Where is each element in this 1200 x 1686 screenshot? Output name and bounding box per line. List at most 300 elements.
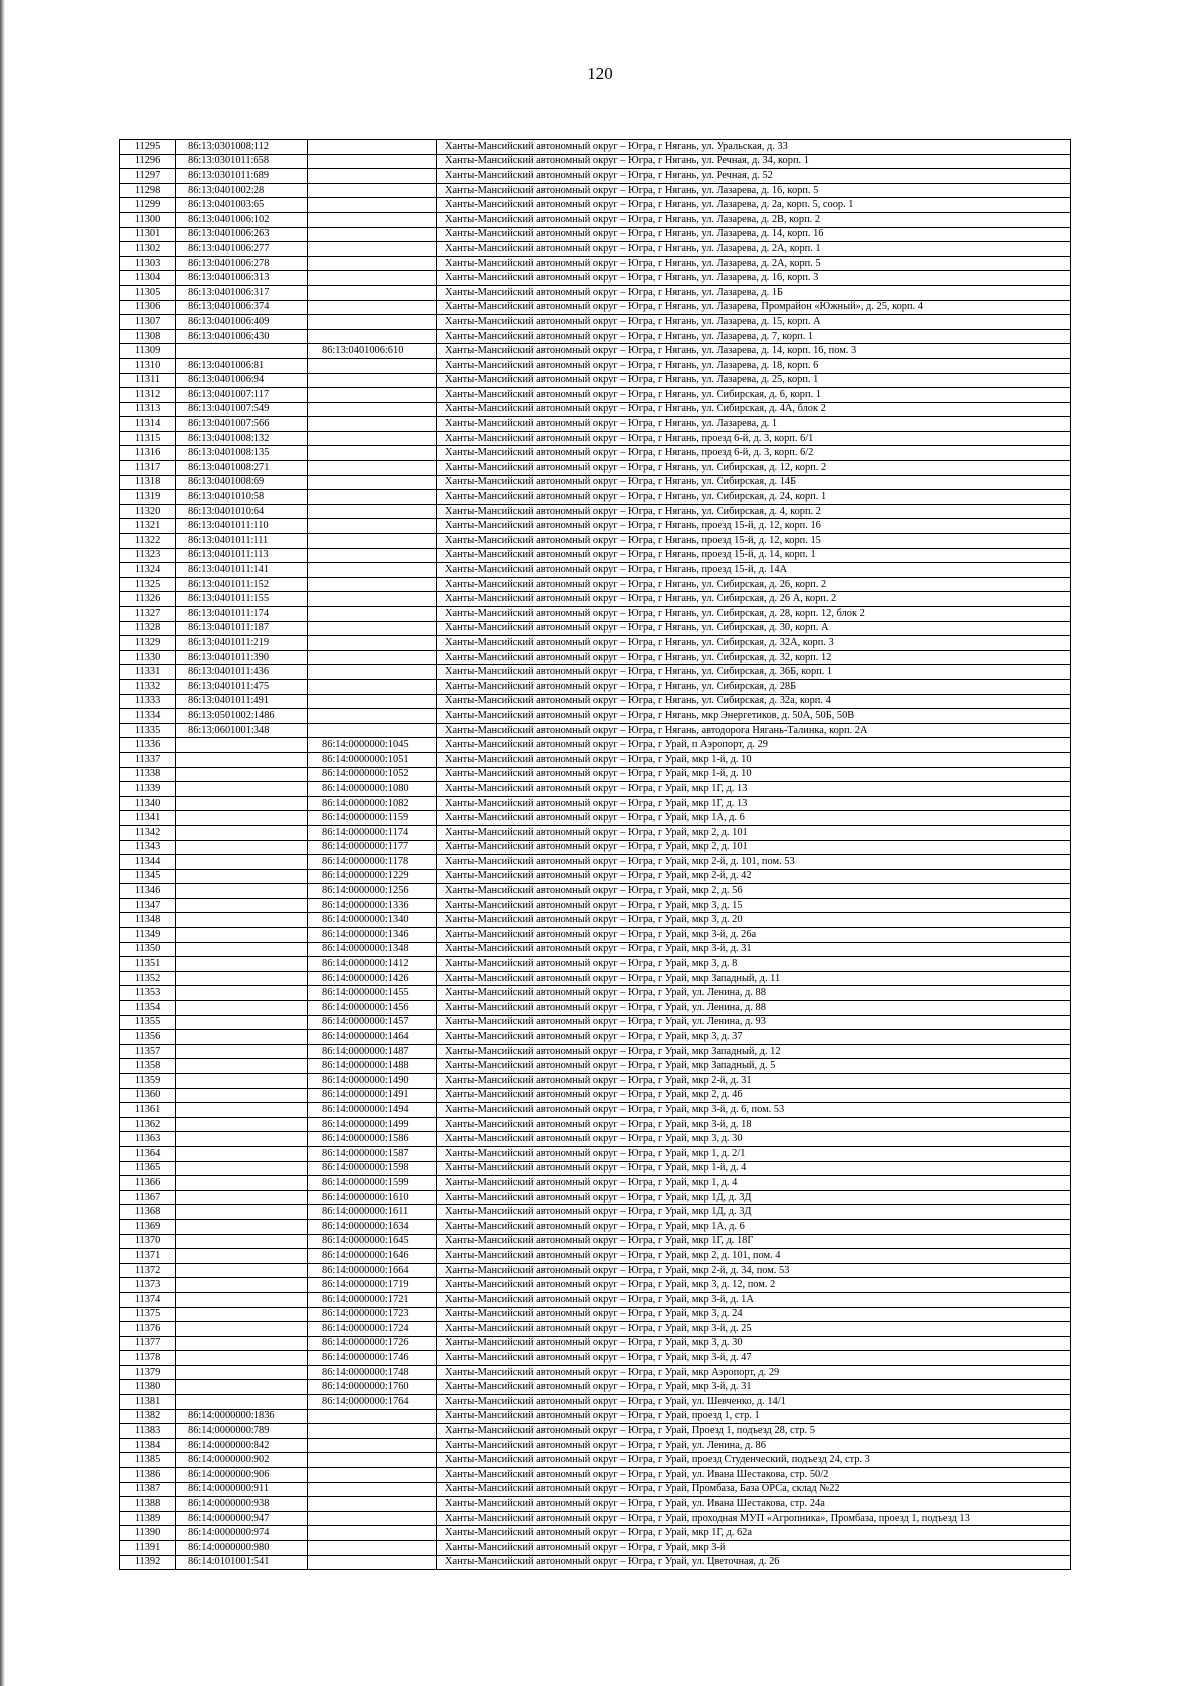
address-detail: г Урай, мкр 3, д. 8 xyxy=(657,958,738,970)
cadastral-number-cell: 86:13:0301011:658 xyxy=(176,154,308,169)
table-row xyxy=(120,315,1071,330)
row-number-cell: 11332 xyxy=(120,679,176,694)
address-detail: г Урай, мкр 1Г, д. 13 xyxy=(657,797,748,809)
address-cell xyxy=(437,1234,1071,1249)
address-detail: г Урай, мкр Аэропорт, д. 29 xyxy=(657,1366,780,1378)
table-row xyxy=(120,1438,1071,1453)
row-number-cell: 11356 xyxy=(120,1030,176,1045)
cadastral-number-cell: 86:13:0401007:117 xyxy=(176,388,308,403)
address-detail: г Нягань, ул. Сибирская, д. 4А, блок 2 xyxy=(657,403,826,415)
table-row xyxy=(120,1278,1071,1293)
address-detail: г Нягань, ул. Сибирская, д. 26 А, корп. 2 xyxy=(657,593,837,605)
address-prefix: Ханты-Мансийский автономный округ – Югра, xyxy=(445,797,658,809)
table-row xyxy=(120,1351,1071,1366)
address-detail: г Нягань, ул. Лазарева, д. 16, корп. 5 xyxy=(657,184,819,196)
table-row xyxy=(120,840,1071,855)
table-row xyxy=(120,782,1071,797)
address-prefix: Ханты-Мансийский автономный округ – Югра, xyxy=(445,709,658,721)
row-number-cell: 11387 xyxy=(120,1482,176,1497)
cadastral-number-2-cell: 86:14:0000000:1177 xyxy=(308,840,437,855)
address-cell xyxy=(437,140,1071,155)
address-cell xyxy=(437,928,1071,943)
cadastral-number-2-cell: 86:14:0000000:1598 xyxy=(308,1161,437,1176)
cadastral-number-2-cell xyxy=(308,665,437,680)
cadastral-number-2-cell: 86:14:0000000:1587 xyxy=(308,1146,437,1161)
address-cell xyxy=(437,913,1071,928)
cadastral-number-cell: 86:14:0000000:902 xyxy=(176,1453,308,1468)
row-number-cell: 11336 xyxy=(120,738,176,753)
table-row xyxy=(120,1074,1071,1089)
table-row xyxy=(120,928,1071,943)
row-number-cell: 11386 xyxy=(120,1468,176,1483)
table-row xyxy=(120,1205,1071,1220)
address-cell xyxy=(437,563,1071,578)
address-detail: г Нягань, ул. Лазарева, д. 25, корп. 1 xyxy=(657,374,819,386)
row-number-cell: 11347 xyxy=(120,898,176,913)
address-detail: г Урай, Проезд 1, подъезд 28, стр. 5 xyxy=(657,1425,815,1437)
address-prefix: Ханты-Мансийский автономный округ – Югра, xyxy=(445,184,658,196)
address-prefix: Ханты-Мансийский автономный округ – Югра, xyxy=(445,1089,658,1101)
cadastral-number-cell: 86:14:0000000:906 xyxy=(176,1468,308,1483)
address-cell xyxy=(437,825,1071,840)
address-prefix: Ханты-Мансийский автономный округ – Югра, xyxy=(445,315,658,327)
address-cell xyxy=(437,694,1071,709)
cadastral-number-cell: 86:13:0401006:278 xyxy=(176,256,308,271)
address-detail: г Урай, ул. Цветочная, д. 26 xyxy=(657,1556,780,1568)
cadastral-number-cell: 86:13:0401003:65 xyxy=(176,198,308,213)
cadastral-number-2-cell: 86:14:0000000:1256 xyxy=(308,884,437,899)
address-detail: г Урай, мкр Западный, д. 12 xyxy=(657,1045,781,1057)
cadastral-number-cell xyxy=(176,752,308,767)
row-number-cell: 11368 xyxy=(120,1205,176,1220)
address-detail: г Нягань, ул. Сибирская, д. 4, корп. 2 xyxy=(657,505,821,517)
address-detail: г Урай, ул. Ивана Шестакова, стр. 50/2 xyxy=(657,1468,829,1480)
row-number-cell: 11295 xyxy=(120,140,176,155)
cadastral-number-cell xyxy=(176,869,308,884)
cadastral-number-cell: 86:13:0401006:313 xyxy=(176,271,308,286)
cadastral-number-cell: 86:13:0401011:475 xyxy=(176,679,308,694)
cadastral-number-cell: 86:13:0401006:277 xyxy=(176,242,308,257)
address-detail: г Урай, мкр 3-й, д. 26а xyxy=(657,928,757,940)
address-detail: г Нягань, ул. Лазарева, д. 14, корп. 16, пом. 3 xyxy=(657,345,857,357)
table-row xyxy=(120,1219,1071,1234)
table-row xyxy=(120,825,1071,840)
cadastral-number-cell xyxy=(176,825,308,840)
address-cell xyxy=(437,1292,1071,1307)
cadastral-number-2-cell xyxy=(308,154,437,169)
address-cell xyxy=(437,388,1071,403)
row-number-cell: 11389 xyxy=(120,1511,176,1526)
address-detail: г Нягань, проезд 15-й, д. 14, корп. 1 xyxy=(657,549,816,561)
address-detail: г Нягань, ул. Сибирская, д. 26, корп. 2 xyxy=(657,578,827,590)
address-cell xyxy=(437,154,1071,169)
cadastral-number-2-cell: 86:14:0000000:1346 xyxy=(308,928,437,943)
address-detail: г Урай, мкр 3, д. 12, пом. 2 xyxy=(657,1279,776,1291)
address-detail: г Урай, мкр 3, д. 30 xyxy=(657,1337,743,1349)
address-detail: г Урай, мкр 2-й, д. 42 xyxy=(657,870,752,882)
table-row xyxy=(120,242,1071,257)
cadastral-number-cell xyxy=(176,1103,308,1118)
address-prefix: Ханты-Мансийский автономный округ – Югра, xyxy=(445,345,658,357)
address-detail: г Нягань, ул. Сибирская, д. 28, корп. 12, блок 2 xyxy=(657,607,865,619)
address-cell xyxy=(437,271,1071,286)
address-prefix: Ханты-Мансийский автономный округ – Югра, xyxy=(445,1249,658,1261)
cadastral-number-cell: 86:14:0000000:980 xyxy=(176,1541,308,1556)
cadastral-number-2-cell: 86:14:0000000:1760 xyxy=(308,1380,437,1395)
cadastral-number-2-cell xyxy=(308,1555,437,1570)
address-detail: г Урай, мкр 2-й, д. 34, пом. 53 xyxy=(657,1264,790,1276)
cadastral-number-cell: 86:14:0000000:1836 xyxy=(176,1409,308,1424)
cadastral-number-cell: 86:13:0301011:689 xyxy=(176,169,308,184)
row-number-cell: 11352 xyxy=(120,971,176,986)
address-prefix: Ханты-Мансийский автономный округ – Югра, xyxy=(445,768,658,780)
row-number-cell: 11382 xyxy=(120,1409,176,1424)
cadastral-number-2-cell xyxy=(308,329,437,344)
address-prefix: Ханты-Мансийский автономный округ – Югра, xyxy=(445,564,658,576)
row-number-cell: 11315 xyxy=(120,431,176,446)
row-number-cell: 11379 xyxy=(120,1365,176,1380)
row-number-cell: 11346 xyxy=(120,884,176,899)
row-number-cell: 11378 xyxy=(120,1351,176,1366)
row-number-cell: 11313 xyxy=(120,402,176,417)
table-row xyxy=(120,1453,1071,1468)
address-cell xyxy=(437,709,1071,724)
address-prefix: Ханты-Мансийский автономный округ – Югра, xyxy=(445,301,658,313)
cadastral-number-2-cell: 86:14:0000000:1634 xyxy=(308,1219,437,1234)
address-prefix: Ханты-Мансийский автономный округ – Югра, xyxy=(445,374,658,386)
table-row xyxy=(120,855,1071,870)
cadastral-number-2-cell: 86:14:0000000:1488 xyxy=(308,1059,437,1074)
cadastral-number-cell: 86:13:0401002:28 xyxy=(176,183,308,198)
table-row xyxy=(120,140,1071,155)
table-row xyxy=(120,1336,1071,1351)
cadastral-number-2-cell: 86:14:0000000:1491 xyxy=(308,1088,437,1103)
cadastral-number-cell xyxy=(176,898,308,913)
row-number-cell: 11326 xyxy=(120,592,176,607)
table-row xyxy=(120,1059,1071,1074)
row-number-cell: 11392 xyxy=(120,1555,176,1570)
address-detail: г Урай, мкр 1А, д. 6 xyxy=(657,812,745,824)
address-cell xyxy=(437,227,1071,242)
address-cell xyxy=(437,1249,1071,1264)
cadastral-number-cell: 86:14:0000000:789 xyxy=(176,1424,308,1439)
cadastral-number-cell xyxy=(176,1205,308,1220)
address-cell xyxy=(437,1555,1071,1570)
cadastral-number-2-cell xyxy=(308,1482,437,1497)
row-number-cell: 11388 xyxy=(120,1497,176,1512)
address-cell xyxy=(437,329,1071,344)
table-row xyxy=(120,1322,1071,1337)
row-number-cell: 11328 xyxy=(120,621,176,636)
cadastral-number-cell: 86:13:0401010:64 xyxy=(176,504,308,519)
address-prefix: Ханты-Мансийский автономный округ – Югра, xyxy=(445,899,658,911)
address-cell xyxy=(437,1161,1071,1176)
address-prefix: Ханты-Мансийский автономный округ – Югра, xyxy=(445,1337,658,1349)
cadastral-number-2-cell: 86:14:0000000:1045 xyxy=(308,738,437,753)
cadastral-number-cell: 86:14:0000000:842 xyxy=(176,1438,308,1453)
address-prefix: Ханты-Мансийский автономный округ – Югра, xyxy=(445,1556,658,1568)
row-number-cell: 11339 xyxy=(120,782,176,797)
cadastral-number-2-cell: 86:14:0000000:1664 xyxy=(308,1263,437,1278)
address-detail: г Урай, мкр 2, д. 101 xyxy=(657,841,748,853)
address-cell xyxy=(437,1380,1071,1395)
address-prefix: Ханты-Мансийский автономный округ – Югра, xyxy=(445,593,658,605)
address-detail: г Урай, ул. Шевченко, д. 14/1 xyxy=(657,1395,786,1407)
cadastral-number-2-cell xyxy=(308,198,437,213)
cadastral-number-2-cell: 86:14:0000000:1174 xyxy=(308,825,437,840)
address-cell xyxy=(437,577,1071,592)
cadastral-number-2-cell: 86:14:0000000:1464 xyxy=(308,1030,437,1045)
table-row xyxy=(120,694,1071,709)
address-cell xyxy=(437,1190,1071,1205)
cadastral-number-2-cell xyxy=(308,140,437,155)
address-prefix: Ханты-Мансийский автономный округ – Югра, xyxy=(445,272,658,284)
cadastral-number-cell xyxy=(176,1074,308,1089)
cadastral-number-cell xyxy=(176,855,308,870)
address-prefix: Ханты-Мансийский автономный округ – Югра, xyxy=(445,1527,658,1539)
address-detail: г Нягань, автодорога Нягань-Талинка, корп. 2А xyxy=(657,724,868,736)
address-prefix: Ханты-Мансийский автономный округ – Югра, xyxy=(445,140,658,152)
address-detail: г Урай, мкр 3, д. 15 xyxy=(657,899,743,911)
address-prefix: Ханты-Мансийский автономный округ – Югра, xyxy=(445,491,658,503)
table-row xyxy=(120,723,1071,738)
cadastral-number-2-cell xyxy=(308,592,437,607)
row-number-cell: 11309 xyxy=(120,344,176,359)
address-cell xyxy=(437,650,1071,665)
cadastral-number-cell xyxy=(176,1292,308,1307)
table-row xyxy=(120,534,1071,549)
cadastral-number-2-cell xyxy=(308,723,437,738)
address-cell xyxy=(437,431,1071,446)
row-number-cell: 11360 xyxy=(120,1088,176,1103)
row-number-cell: 11361 xyxy=(120,1103,176,1118)
address-cell xyxy=(437,1059,1071,1074)
row-number-cell: 11296 xyxy=(120,154,176,169)
address-detail: г Урай, мкр 3-й, д. 1А xyxy=(657,1293,754,1305)
cadastral-number-2-cell: 86:14:0000000:1426 xyxy=(308,971,437,986)
address-prefix: Ханты-Мансийский автономный округ – Югра, xyxy=(445,1279,658,1291)
cadastral-number-cell: 86:13:0401011:174 xyxy=(176,607,308,622)
row-number-cell: 11304 xyxy=(120,271,176,286)
address-cell xyxy=(437,198,1071,213)
address-detail: г Урай, п Аэропорт, д. 29 xyxy=(657,739,768,751)
row-number-cell: 11343 xyxy=(120,840,176,855)
cadastral-number-2-cell xyxy=(308,183,437,198)
address-prefix: Ханты-Мансийский автономный округ – Югра, xyxy=(445,812,658,824)
address-cell xyxy=(437,490,1071,505)
address-detail: г Нягань, мкр Энергетиков, д. 50А, 50Б, 50В xyxy=(657,709,855,721)
address-cell xyxy=(437,417,1071,432)
row-number-cell: 11376 xyxy=(120,1322,176,1337)
address-cell xyxy=(437,300,1071,315)
cadastral-number-cell: 86:14:0101001:541 xyxy=(176,1555,308,1570)
address-detail: г Урай, мкр 2, д. 56 xyxy=(657,885,743,897)
address-cell xyxy=(437,723,1071,738)
row-number-cell: 11329 xyxy=(120,636,176,651)
row-number-cell: 11303 xyxy=(120,256,176,271)
address-prefix: Ханты-Мансийский автономный округ – Югра, xyxy=(445,1322,658,1334)
cadastral-number-2-cell xyxy=(308,285,437,300)
address-prefix: Ханты-Мансийский автономный округ – Югра, xyxy=(445,1352,658,1364)
row-number-cell: 11340 xyxy=(120,796,176,811)
table-row xyxy=(120,650,1071,665)
cadastral-number-cell xyxy=(176,1161,308,1176)
address-cell xyxy=(437,1030,1071,1045)
cadastral-number-2-cell xyxy=(308,679,437,694)
address-detail: г Урай, мкр 2, д. 101 xyxy=(657,826,748,838)
cadastral-number-cell: 86:13:0401011:155 xyxy=(176,592,308,607)
cadastral-number-cell: 86:14:0000000:938 xyxy=(176,1497,308,1512)
address-cell xyxy=(437,1044,1071,1059)
address-cell xyxy=(437,782,1071,797)
row-number-cell: 11369 xyxy=(120,1219,176,1234)
table-row xyxy=(120,1409,1071,1424)
address-prefix: Ханты-Мансийский автономный округ – Югра, xyxy=(445,1118,658,1130)
row-number-cell: 11298 xyxy=(120,183,176,198)
row-number-cell: 11351 xyxy=(120,957,176,972)
row-number-cell: 11327 xyxy=(120,607,176,622)
address-cell xyxy=(437,1322,1071,1337)
row-number-cell: 11311 xyxy=(120,373,176,388)
table-row xyxy=(120,154,1071,169)
table-row xyxy=(120,329,1071,344)
address-prefix: Ханты-Мансийский автономный округ – Югра, xyxy=(445,1541,658,1553)
address-prefix: Ханты-Мансийский автономный округ – Югра, xyxy=(445,958,658,970)
row-number-cell: 11345 xyxy=(120,869,176,884)
cadastral-number-cell: 86:13:0401008:69 xyxy=(176,475,308,490)
address-cell xyxy=(437,1409,1071,1424)
cadastral-number-2-cell xyxy=(308,548,437,563)
address-cell xyxy=(437,971,1071,986)
address-prefix: Ханты-Мансийский автономный округ – Югра, xyxy=(445,476,658,488)
cadastral-number-2-cell: 86:14:0000000:1412 xyxy=(308,957,437,972)
row-number-cell: 11300 xyxy=(120,212,176,227)
address-prefix: Ханты-Мансийский автономный округ – Югра, xyxy=(445,169,658,181)
table-row xyxy=(120,431,1071,446)
table-row xyxy=(120,1307,1071,1322)
address-cell xyxy=(437,1468,1071,1483)
table-row xyxy=(120,1117,1071,1132)
table-row xyxy=(120,942,1071,957)
cadastral-number-2-cell: 86:14:0000000:1336 xyxy=(308,898,437,913)
row-number-cell: 11306 xyxy=(120,300,176,315)
address-detail: г Нягань, проезд 6-й, д. 3, корп. 6/2 xyxy=(657,447,814,459)
row-number-cell: 11319 xyxy=(120,490,176,505)
address-detail: г Нягань, ул. Лазарева, д. 2а, корп. 5, соор. 1 xyxy=(657,199,854,211)
row-number-cell: 11372 xyxy=(120,1263,176,1278)
table-row xyxy=(120,490,1071,505)
address-cell xyxy=(437,957,1071,972)
address-prefix: Ханты-Мансийский автономный округ – Югра, xyxy=(445,1162,658,1174)
address-prefix: Ханты-Мансийский автономный округ – Югра, xyxy=(445,199,658,211)
cadastral-number-2-cell: 86:14:0000000:1764 xyxy=(308,1395,437,1410)
address-detail: г Урай, мкр 3, д. 24 xyxy=(657,1308,743,1320)
address-prefix: Ханты-Мансийский автономный округ – Югра, xyxy=(445,1031,658,1043)
row-number-cell: 11353 xyxy=(120,986,176,1001)
address-cell xyxy=(437,1001,1071,1016)
cadastral-number-2-cell: 86:14:0000000:1348 xyxy=(308,942,437,957)
address-detail: г Урай, мкр 3-й, д. 18 xyxy=(657,1118,752,1130)
cadastral-number-cell xyxy=(176,1044,308,1059)
table-row xyxy=(120,1146,1071,1161)
cadastral-number-cell xyxy=(176,1001,308,1016)
cadastral-number-cell xyxy=(176,1322,308,1337)
cadastral-number-2-cell xyxy=(308,271,437,286)
cadastral-number-cell xyxy=(176,928,308,943)
table-row xyxy=(120,256,1071,271)
scan-edge xyxy=(0,0,5,1686)
address-cell xyxy=(437,738,1071,753)
cadastral-number-2-cell xyxy=(308,1409,437,1424)
address-detail: г Нягань, ул. Сибирская, д. 30, корп. А xyxy=(657,622,829,634)
table-row xyxy=(120,461,1071,476)
address-prefix: Ханты-Мансийский автономный округ – Югра, xyxy=(445,213,658,225)
cadastral-number-2-cell xyxy=(308,1497,437,1512)
address-cell xyxy=(437,1453,1071,1468)
address-cell xyxy=(437,855,1071,870)
table-row xyxy=(120,607,1071,622)
address-cell xyxy=(437,519,1071,534)
address-detail: г Урай, мкр 1-й, д. 4 xyxy=(657,1162,747,1174)
row-number-cell: 11324 xyxy=(120,563,176,578)
address-detail: г Нягань, ул. Лазарева, д. 1Б xyxy=(657,286,784,298)
address-cell xyxy=(437,942,1071,957)
address-cell xyxy=(437,986,1071,1001)
cadastral-number-2-cell xyxy=(308,1511,437,1526)
address-prefix: Ханты-Мансийский автономный округ – Югра, xyxy=(445,680,658,692)
cadastral-number-cell xyxy=(176,1249,308,1264)
address-cell xyxy=(437,1541,1071,1556)
address-cell xyxy=(437,212,1071,227)
address-detail: г Урай, мкр 2, д. 46 xyxy=(657,1089,743,1101)
cadastral-number-2-cell xyxy=(308,577,437,592)
address-cell xyxy=(437,767,1071,782)
address-detail: г Нягань, ул. Сибирская, д. 32, корп. 12 xyxy=(657,651,832,663)
cadastral-number-2-cell xyxy=(308,358,437,373)
address-prefix: Ханты-Мансийский автономный округ – Югра, xyxy=(445,1235,658,1247)
cadastral-number-2-cell: 86:14:0000000:1456 xyxy=(308,1001,437,1016)
address-cell xyxy=(437,796,1071,811)
table-row xyxy=(120,957,1071,972)
cadastral-number-2-cell xyxy=(308,446,437,461)
row-number-cell: 11301 xyxy=(120,227,176,242)
address-cell xyxy=(437,1117,1071,1132)
cadastral-number-2-cell: 86:14:0000000:1746 xyxy=(308,1351,437,1366)
cadastral-number-cell xyxy=(176,971,308,986)
address-prefix: Ханты-Мансийский автономный округ – Югра, xyxy=(445,330,658,342)
address-detail: г Нягань, ул. Лазарева, д. 14, корп. 16 xyxy=(657,228,824,240)
table-row xyxy=(120,212,1071,227)
address-cell xyxy=(437,1074,1071,1089)
table-row xyxy=(120,1541,1071,1556)
cadastral-number-cell xyxy=(176,1278,308,1293)
address-prefix: Ханты-Мансийский автономный округ – Югра, xyxy=(445,1381,658,1393)
address-detail: г Урай, мкр 2, д. 101, пом. 4 xyxy=(657,1249,781,1261)
address-cell xyxy=(437,1336,1071,1351)
address-cell xyxy=(437,1497,1071,1512)
cadastral-number-2-cell xyxy=(308,563,437,578)
address-detail: г Урай, мкр 1Г, д. 62а xyxy=(657,1527,752,1539)
table-row xyxy=(120,971,1071,986)
address-detail: г Урай, мкр 3, д. 20 xyxy=(657,914,743,926)
address-prefix: Ханты-Мансийский автономный округ – Югра, xyxy=(445,1060,658,1072)
cadastral-number-cell xyxy=(176,840,308,855)
table-row xyxy=(120,548,1071,563)
row-number-cell: 11391 xyxy=(120,1541,176,1556)
address-cell xyxy=(437,1307,1071,1322)
cadastral-number-cell: 86:13:0401008:135 xyxy=(176,446,308,461)
cadastral-number-2-cell: 86:14:0000000:1610 xyxy=(308,1190,437,1205)
